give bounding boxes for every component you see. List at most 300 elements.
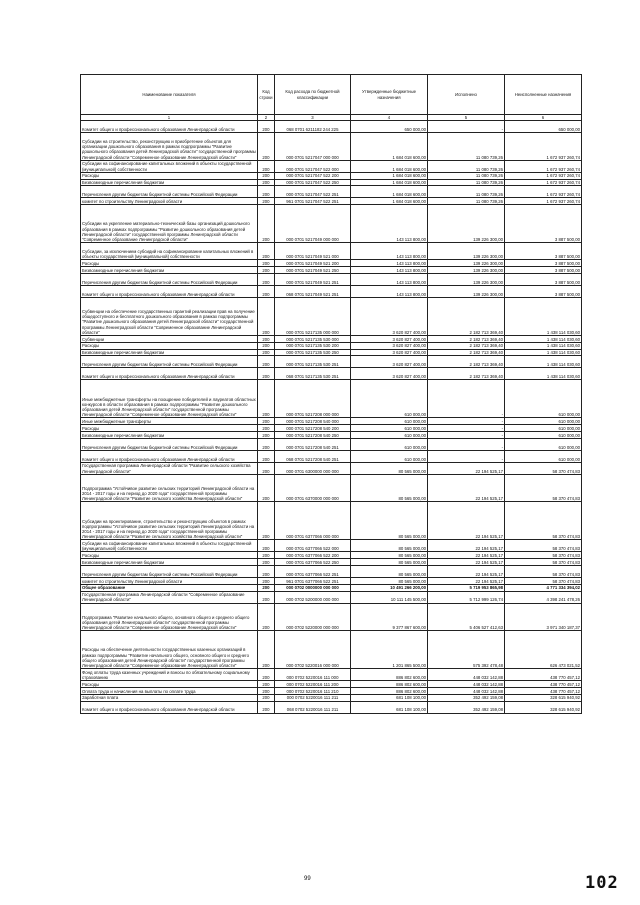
row-executed-amount: -: [428, 425, 505, 432]
row-unexecuted-amount: 1 438 114 030,60: [505, 368, 582, 380]
table-row: [81, 160, 582, 172]
row-executed-amount: 2 182 713 369,40: [428, 356, 505, 368]
row-approved-amount: 3 620 827 400,00: [351, 297, 428, 335]
row-approved-amount: 143 113 800,00: [351, 260, 428, 267]
table-row: [81, 669, 582, 681]
row-classification-code: 000 0701 5217208 540 250: [275, 431, 351, 438]
row-executed-amount: 11 080 739,26: [428, 179, 505, 186]
row-classification-code: 000 0701 5217049 521 250: [275, 267, 351, 274]
table-row: [81, 297, 582, 335]
row-unexecuted-amount: 58 370 474,83: [505, 502, 582, 540]
row-executed-amount: 22 194 525,17: [428, 559, 505, 566]
row-executed-amount: 5 406 527 412,63: [428, 603, 505, 631]
table-row: [81, 701, 582, 713]
row-executed-amount: -: [428, 418, 505, 425]
row-executed-amount: 139 226 300,00: [428, 243, 505, 260]
table-row: [81, 462, 582, 474]
row-approved-amount: 80 565 000,00: [351, 502, 428, 540]
row-executed-amount: 139 226 300,00: [428, 260, 505, 267]
row-executed-amount: 352 492 159,08: [428, 701, 505, 713]
row-approved-amount: 143 113 800,00: [351, 267, 428, 274]
row-unexecuted-amount: 58 370 474,83: [505, 540, 582, 552]
row-line-code: 200: [258, 335, 275, 342]
row-indicator-name: Расходы: [81, 342, 258, 349]
row-unexecuted-amount: 3 887 500,00: [505, 260, 582, 267]
row-indicator-name: Безвозмездные перечисления бюджетам: [81, 349, 258, 356]
row-executed-amount: -: [428, 380, 505, 418]
table-row: [81, 380, 582, 418]
row-line-code: 200: [258, 205, 275, 243]
row-classification-code: 000 0701 6370000 000 000: [275, 474, 351, 502]
header-indicator-name: Наименование показателя: [81, 75, 258, 115]
row-approved-amount: 886 802 600,00: [351, 687, 428, 694]
row-unexecuted-amount: 610 000,00: [505, 380, 582, 418]
row-approved-amount: 80 565 000,00: [351, 559, 428, 566]
row-line-code: 200: [258, 285, 275, 297]
row-unexecuted-amount: 58 370 474,83: [505, 565, 582, 577]
row-line-code: 200: [258, 591, 275, 603]
row-unexecuted-amount: 1 438 114 030,60: [505, 342, 582, 349]
row-unexecuted-amount: 1 672 937 260,74: [505, 172, 582, 179]
row-approved-amount: 1 684 018 600,00: [351, 133, 428, 161]
row-executed-amount: 22 194 525,17: [428, 552, 505, 559]
row-classification-code: 000 0702 0000000 000 000: [275, 584, 351, 591]
row-indicator-name: комитет по строительству Ленинградской области: [81, 577, 258, 584]
row-executed-amount: 22 194 525,17: [428, 474, 505, 502]
table-row: [81, 425, 582, 432]
row-approved-amount: 80 565 000,00: [351, 577, 428, 584]
row-unexecuted-amount: 438 770 457,12: [505, 669, 582, 681]
row-approved-amount: 3 620 827 400,00: [351, 349, 428, 356]
table-row: [81, 273, 582, 285]
row-indicator-name: Расходы: [81, 260, 258, 267]
table-row: [81, 260, 582, 267]
table-row: [81, 186, 582, 198]
row-indicator-name: Заработная плата: [81, 694, 258, 701]
row-executed-amount: 11 080 739,26: [428, 133, 505, 161]
row-line-code: 200: [258, 186, 275, 198]
row-executed-amount: 139 226 300,00: [428, 205, 505, 243]
row-executed-amount: 2 182 713 369,40: [428, 368, 505, 380]
row-line-code: 200: [258, 260, 275, 267]
row-line-code: 200: [258, 380, 275, 418]
row-indicator-name: Комитет общего и профессионального образования Ленинградской области: [81, 368, 258, 380]
table-row: [81, 502, 582, 540]
table-row: [81, 356, 582, 368]
row-executed-amount: -: [428, 438, 505, 450]
row-indicator-name: Безвозмездные перечисления бюджетам: [81, 179, 258, 186]
column-number: 5: [428, 115, 505, 121]
row-approved-amount: 610 000,00: [351, 418, 428, 425]
row-indicator-name: Комитет общего и профессионального образования Ленинградской области: [81, 450, 258, 462]
table-row: [81, 172, 582, 179]
row-unexecuted-amount: 1 438 114 030,60: [505, 356, 582, 368]
column-number: 3: [275, 115, 351, 121]
row-unexecuted-amount: 58 370 474,83: [505, 559, 582, 566]
row-indicator-name: Расходы на обеспечение деятельности государственных казенных организаций в рамках подпрограммы "Развитие начального общего, основного общего и среднего общего образования детей Ленинградской области" государственной программы Ленинградской области "Современное образование Ленинградской области": [81, 631, 258, 669]
row-executed-amount: 2 182 713 369,40: [428, 342, 505, 349]
row-classification-code: 000 0701 6377066 522 251: [275, 565, 351, 577]
table-header-row: [81, 75, 582, 115]
row-classification-code: 000 0701 5217047 522 200: [275, 172, 351, 179]
row-line-code: 200: [258, 297, 275, 335]
row-approved-amount: 80 565 000,00: [351, 552, 428, 559]
row-classification-code: 000 0701 5217135 530 251: [275, 356, 351, 368]
row-executed-amount: 352 492 159,08: [428, 694, 505, 701]
row-executed-amount: 448 032 142,88: [428, 669, 505, 681]
row-classification-code: 068 0701 5217135 530 251: [275, 368, 351, 380]
table-row: [81, 438, 582, 450]
row-classification-code: 961 0701 5217047 522 251: [275, 198, 351, 205]
table-row: [81, 368, 582, 380]
row-approved-amount: 9 377 867 600,00: [351, 603, 428, 631]
row-classification-code: 000 0701 6377066 522 250: [275, 559, 351, 566]
row-line-code: 200: [258, 368, 275, 380]
row-classification-code: 000 0701 5217047 000 000: [275, 133, 351, 161]
row-classification-code: 000 0701 5217047 522 251: [275, 186, 351, 198]
row-indicator-name: Субсидии на строительство, реконструкцию и приобретение объектов для организации дошкольного образования в рамках подпрограммы "Развитие дошкольного образования детей Ленинградской области" государственной программы Ленинградской области "Современное образование Ленинградской области": [81, 133, 258, 161]
row-classification-code: 000 0702 5220016 111 200: [275, 681, 351, 688]
row-approved-amount: 143 113 800,00: [351, 243, 428, 260]
row-approved-amount: 143 113 800,00: [351, 205, 428, 243]
row-unexecuted-amount: 610 000,00: [505, 425, 582, 432]
row-unexecuted-amount: 626 473 021,52: [505, 631, 582, 669]
table-row: [81, 133, 582, 161]
row-indicator-name: Оплата труда и начисления на выплаты по оплате труда: [81, 687, 258, 694]
table-row: [81, 121, 582, 133]
table-row: [81, 474, 582, 502]
row-unexecuted-amount: 328 615 940,92: [505, 694, 582, 701]
row-line-code: 200: [258, 559, 275, 566]
row-approved-amount: 1 684 018 600,00: [351, 172, 428, 179]
row-classification-code: 000 0701 5217208 000 000: [275, 380, 351, 418]
row-executed-amount: -: [428, 431, 505, 438]
row-approved-amount: 886 802 600,00: [351, 681, 428, 688]
row-line-code: 200: [258, 425, 275, 432]
row-line-code: 200: [258, 474, 275, 502]
table-row: [81, 540, 582, 552]
row-executed-amount: -: [428, 450, 505, 462]
row-line-code: 200: [258, 681, 275, 688]
row-classification-code: 000 0701 5217135 530 250: [275, 349, 351, 356]
table-row: [81, 205, 582, 243]
row-executed-amount: 11 080 739,26: [428, 160, 505, 172]
table-row: [81, 631, 582, 669]
row-unexecuted-amount: 3 887 500,00: [505, 243, 582, 260]
row-unexecuted-amount: 610 000,00: [505, 450, 582, 462]
row-line-code: 200: [258, 694, 275, 701]
row-line-code: 200: [258, 198, 275, 205]
row-unexecuted-amount: 58 370 474,83: [505, 462, 582, 474]
row-indicator-name: Субсидии на софинансирование капитальных вложений в объекты государственной (муниципальной) собственности: [81, 540, 258, 552]
row-executed-amount: 2 182 713 369,40: [428, 335, 505, 342]
row-indicator-name: Государственная программа Ленинградской области "Развитие сельского хозяйства Ленинградской области": [81, 462, 258, 474]
row-indicator-name: Перечисления другим бюджетам бюджетной системы Российской Федерации: [81, 186, 258, 198]
row-classification-code: 000 0701 5217049 000 000: [275, 205, 351, 243]
row-line-code: 200: [258, 179, 275, 186]
row-approved-amount: 886 802 600,00: [351, 669, 428, 681]
column-number: 2: [258, 115, 275, 121]
row-approved-amount: 3 620 827 400,00: [351, 335, 428, 342]
table-row: [81, 179, 582, 186]
row-approved-amount: 681 108 100,00: [351, 701, 428, 713]
row-unexecuted-amount: 1 438 114 030,60: [505, 335, 582, 342]
table-row: [81, 342, 582, 349]
row-indicator-name: Субсидии на укрепление материально-технической базы организаций дошкольного образования в рамках подпрограммы "Развитие дошкольного образования детей Ленинградской области" государственной программы Ленинградской области "Современное образование Ленинградской области": [81, 205, 258, 243]
row-classification-code: 000 0701 5217135 000 000: [275, 297, 351, 335]
row-line-code: 200: [258, 687, 275, 694]
table-row: [81, 349, 582, 356]
row-indicator-name: Подпрограмма "Развитие начального общего, основного общего и среднего общего образования детей Ленинградской области" государственной программы Ленинградской области "Современное образование Ленинградской области": [81, 603, 258, 631]
row-approved-amount: 1 684 018 600,00: [351, 198, 428, 205]
table-row: [81, 584, 582, 591]
table-row: [81, 681, 582, 688]
row-indicator-name: Безвозмездные перечисления бюджетам: [81, 431, 258, 438]
row-unexecuted-amount: 1 438 114 030,60: [505, 297, 582, 335]
row-indicator-name: Государственная программа Ленинградской области "Современное образование Ленинградской области": [81, 591, 258, 603]
row-executed-amount: 22 194 525,17: [428, 462, 505, 474]
table-row: [81, 418, 582, 425]
row-executed-amount: 22 194 525,17: [428, 540, 505, 552]
row-indicator-name: Субвенции на обеспечение государственных гарантий реализации прав на получение общедоступного и бесплатного дошкольного образования в рамках подпрограммы "Развитие дошкольного образования детей Ленинградской области" государственной программы Ленинградской области "Современное образование Ленинградской области": [81, 297, 258, 335]
row-unexecuted-amount: 610 000,00: [505, 418, 582, 425]
row-classification-code: 000 0702 5220016 111 211: [275, 694, 351, 701]
table-row: [81, 267, 582, 274]
row-line-code: 200: [258, 502, 275, 540]
row-unexecuted-amount: 1 672 937 260,74: [505, 198, 582, 205]
row-line-code: 200: [258, 342, 275, 349]
row-executed-amount: 11 080 739,26: [428, 198, 505, 205]
row-indicator-name: Расходы: [81, 172, 258, 179]
row-approved-amount: 10 111 145 500,00: [351, 591, 428, 603]
table-row: [81, 285, 582, 297]
row-unexecuted-amount: 610 000,00: [505, 431, 582, 438]
row-executed-amount: 5 719 953 865,98: [428, 584, 505, 591]
row-approved-amount: 681 108 100,00: [351, 694, 428, 701]
row-approved-amount: 3 620 827 400,00: [351, 342, 428, 349]
row-indicator-name: Субсидии на проектирование, строительство и реконструкцию объектов в рамках подпрограммы "Устойчивое развитие сельских территорий Ленинградской области на 2014 - 2017 годы и на период до 2020 года" государственной программы Ленинградской области "Развитие сельского хозяйства Ленинградской области": [81, 502, 258, 540]
row-approved-amount: 80 565 000,00: [351, 540, 428, 552]
row-approved-amount: 650 000,00: [351, 121, 428, 133]
table-row: [81, 450, 582, 462]
row-unexecuted-amount: 1 672 937 260,74: [505, 160, 582, 172]
row-unexecuted-amount: 4 398 241 478,26: [505, 591, 582, 603]
table-body: [81, 121, 582, 713]
row-line-code: 200: [258, 669, 275, 681]
table-row: [81, 687, 582, 694]
row-line-code: 200: [258, 349, 275, 356]
row-indicator-name: Иные межбюджетные трансферты: [81, 418, 258, 425]
row-classification-code: 000 0701 6377066 000 000: [275, 502, 351, 540]
header-classification-code: Код расхода по бюджетной классификации: [275, 75, 351, 115]
table-row: [81, 243, 582, 260]
row-executed-amount: 22 194 525,17: [428, 565, 505, 577]
column-number: 4: [351, 115, 428, 121]
row-indicator-name: Субсидии, за исключением субсидий на софинансирование капитальных вложений в объекты государственной (муниципальной) собственности: [81, 243, 258, 260]
row-executed-amount: 11 080 739,26: [428, 172, 505, 179]
row-approved-amount: 1 201 865 500,00: [351, 631, 428, 669]
table-row: [81, 591, 582, 603]
row-unexecuted-amount: 328 615 940,92: [505, 701, 582, 713]
budget-execution-table: [80, 74, 582, 714]
table-row: [81, 198, 582, 205]
table-row: [81, 565, 582, 577]
row-approved-amount: 3 620 827 400,00: [351, 368, 428, 380]
row-unexecuted-amount: 3 887 500,00: [505, 205, 582, 243]
row-unexecuted-amount: 438 770 457,12: [505, 687, 582, 694]
row-line-code: 200: [258, 603, 275, 631]
row-classification-code: 000 0701 6377066 522 200: [275, 552, 351, 559]
row-line-code: 200: [258, 160, 275, 172]
row-approved-amount: 143 113 800,00: [351, 273, 428, 285]
row-executed-amount: 22 194 525,17: [428, 502, 505, 540]
row-line-code: 200: [258, 450, 275, 462]
row-indicator-name: Комитет общего и профессионального образования Ленинградской области: [81, 121, 258, 133]
row-executed-amount: 5 712 999 126,74: [428, 591, 505, 603]
row-line-code: 200: [258, 133, 275, 161]
row-line-code: 200: [258, 273, 275, 285]
row-indicator-name: Комитет общего и профессионального образования Ленинградской области: [81, 285, 258, 297]
row-line-code: 200: [258, 584, 275, 591]
row-unexecuted-amount: 58 370 474,83: [505, 577, 582, 584]
row-approved-amount: 80 565 000,00: [351, 565, 428, 577]
row-line-code: 200: [258, 701, 275, 713]
row-classification-code: 000 0701 5217135 530 200: [275, 342, 351, 349]
row-executed-amount: 448 032 142,88: [428, 687, 505, 694]
row-classification-code: 961 0701 6377066 522 251: [275, 577, 351, 584]
header-executed: Исполнено: [428, 75, 505, 115]
row-classification-code: 068 0701 6211182 244 225: [275, 121, 351, 133]
row-executed-amount: 2 182 713 369,40: [428, 349, 505, 356]
row-indicator-name: Общее образование: [81, 584, 258, 591]
row-executed-amount: 22 194 525,17: [428, 577, 505, 584]
row-indicator-name: Иные межбюджетные трансферты на поощрение победителей и лауреатов областных конкурсов в области образования в рамках подпрограммы "Развитие дошкольного образования детей Ленинградской области" государственной программы Ленинградской области "Современное образование Ленинградской области": [81, 380, 258, 418]
row-indicator-name: Расходы: [81, 425, 258, 432]
row-unexecuted-amount: 58 370 474,83: [505, 552, 582, 559]
row-indicator-name: Субвенции: [81, 335, 258, 342]
row-classification-code: 000 0701 5217047 522 000: [275, 160, 351, 172]
row-line-code: 200: [258, 172, 275, 179]
row-approved-amount: 610 000,00: [351, 431, 428, 438]
row-classification-code: 000 0701 6377066 522 000: [275, 540, 351, 552]
row-approved-amount: 1 684 018 600,00: [351, 160, 428, 172]
row-unexecuted-amount: 58 370 474,83: [505, 474, 582, 502]
row-executed-amount: 139 226 300,00: [428, 273, 505, 285]
row-line-code: 200: [258, 267, 275, 274]
row-unexecuted-amount: 3 887 500,00: [505, 273, 582, 285]
row-classification-code: 000 0701 5217208 540 000: [275, 418, 351, 425]
row-executed-amount: 575 392 478,48: [428, 631, 505, 669]
row-unexecuted-amount: 3 887 500,00: [505, 285, 582, 297]
row-classification-code: 000 0702 5200000 000 000: [275, 591, 351, 603]
row-approved-amount: 610 000,00: [351, 438, 428, 450]
row-classification-code: 000 0702 5220016 111 210: [275, 687, 351, 694]
row-executed-amount: -: [428, 121, 505, 133]
row-line-code: 200: [258, 121, 275, 133]
column-number: 6: [505, 115, 582, 121]
row-line-code: 200: [258, 418, 275, 425]
row-classification-code: 000 0702 5220000 000 000: [275, 603, 351, 631]
row-unexecuted-amount: 1 672 937 260,74: [505, 186, 582, 198]
row-line-code: 200: [258, 462, 275, 474]
row-line-code: 200: [258, 631, 275, 669]
row-indicator-name: Безвозмездные перечисления бюджетам: [81, 267, 258, 274]
row-approved-amount: 1 684 018 600,00: [351, 186, 428, 198]
table-row: [81, 603, 582, 631]
row-indicator-name: комитет по строительству Ленинградской области: [81, 198, 258, 205]
row-indicator-name: Субсидии на софинансирование капитальных вложений в объекты государственной (муниципальной) собственности: [81, 160, 258, 172]
row-executed-amount: 11 080 739,26: [428, 186, 505, 198]
row-approved-amount: 80 565 000,00: [351, 462, 428, 474]
row-line-code: 200: [258, 552, 275, 559]
row-line-code: 200: [258, 540, 275, 552]
row-executed-amount: 448 032 142,88: [428, 681, 505, 688]
table-row: [81, 694, 582, 701]
row-approved-amount: 10 491 266 200,00: [351, 584, 428, 591]
column-number: 1: [81, 115, 258, 121]
header-unexecuted: Неисполненные назначения: [505, 75, 582, 115]
row-line-code: 200: [258, 577, 275, 584]
row-indicator-name: Перечисления другим бюджетам бюджетной системы Российской Федерации: [81, 273, 258, 285]
row-indicator-name: Комитет общего и профессионального образования Ленинградской области: [81, 701, 258, 713]
row-classification-code: 000 0702 5220016 000 000: [275, 631, 351, 669]
row-executed-amount: 139 226 300,00: [428, 267, 505, 274]
row-unexecuted-amount: 1 438 114 030,60: [505, 349, 582, 356]
header-approved: Утвержденные бюджетные назначения: [351, 75, 428, 115]
table-row: [81, 552, 582, 559]
row-classification-code: 068 0701 5217208 540 251: [275, 450, 351, 462]
row-approved-amount: 610 000,00: [351, 425, 428, 432]
row-line-code: 200: [258, 431, 275, 438]
row-indicator-name: Перечисления другим бюджетам бюджетной системы Российской Федерации: [81, 438, 258, 450]
sheet-stamp-number: 102: [585, 873, 619, 893]
row-classification-code: 000 0701 5217047 522 250: [275, 179, 351, 186]
row-approved-amount: 610 000,00: [351, 380, 428, 418]
row-classification-code: 000 0701 5217049 521 000: [275, 243, 351, 260]
row-classification-code: 000 0701 6300000 000 000: [275, 462, 351, 474]
page-number: 99: [304, 876, 311, 882]
row-line-code: 200: [258, 565, 275, 577]
row-unexecuted-amount: 610 000,00: [505, 438, 582, 450]
row-indicator-name: Безвозмездные перечисления бюджетам: [81, 559, 258, 566]
table-row: [81, 431, 582, 438]
row-classification-code: 000 0701 5217049 521 200: [275, 260, 351, 267]
row-unexecuted-amount: 1 672 937 260,74: [505, 179, 582, 186]
row-classification-code: 068 0702 5220016 111 211: [275, 701, 351, 713]
row-approved-amount: 1 684 018 600,00: [351, 179, 428, 186]
row-classification-code: 000 0701 5217208 540 200: [275, 425, 351, 432]
row-classification-code: 000 0701 5217049 521 251: [275, 273, 351, 285]
table-row: [81, 577, 582, 584]
row-executed-amount: 2 182 713 369,40: [428, 297, 505, 335]
row-line-code: 200: [258, 243, 275, 260]
row-classification-code: 000 0701 5217135 530 000: [275, 335, 351, 342]
row-classification-code: 068 0701 5217049 521 251: [275, 285, 351, 297]
row-approved-amount: 143 113 800,00: [351, 285, 428, 297]
row-approved-amount: 80 565 000,00: [351, 474, 428, 502]
row-line-code: 200: [258, 438, 275, 450]
row-indicator-name: Фонд оплаты труда казенных учреждений и взносы по обязательному социальному страхованию: [81, 669, 258, 681]
row-executed-amount: 139 226 300,00: [428, 285, 505, 297]
row-unexecuted-amount: 650 000,00: [505, 121, 582, 133]
row-unexecuted-amount: 3 887 500,00: [505, 267, 582, 274]
row-classification-code: 000 0701 5217208 540 251: [275, 438, 351, 450]
table-row: [81, 559, 582, 566]
row-unexecuted-amount: 3 971 340 187,37: [505, 603, 582, 631]
table-row: [81, 335, 582, 342]
row-unexecuted-amount: 4 771 334 394,02: [505, 584, 582, 591]
row-line-code: 200: [258, 356, 275, 368]
